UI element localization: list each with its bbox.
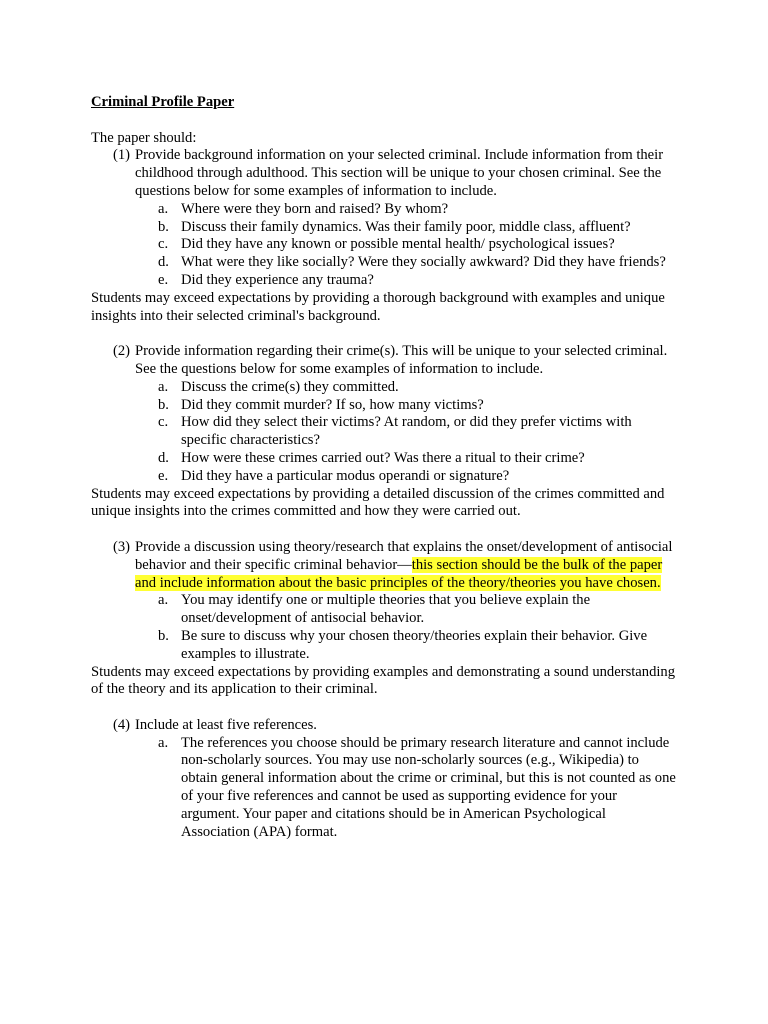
item-number: (4) bbox=[113, 716, 131, 733]
list-letter: a. bbox=[158, 734, 169, 751]
numbered-item-1 bbox=[91, 147, 676, 200]
list-item-text: Did they have any known or possible mental health/ psychological issues? bbox=[181, 236, 615, 253]
list-item bbox=[91, 468, 676, 486]
item-text: Include at least five references. bbox=[135, 716, 317, 733]
list-item-text: Discuss the crime(s) they committed. bbox=[181, 378, 399, 395]
numbered-item-4 bbox=[91, 717, 676, 735]
list-item bbox=[91, 450, 676, 468]
expectations-note-3: Students may exceed expectations by providing examples and demonstrating a sound understanding of the theory and its application to their criminal. bbox=[91, 663, 676, 698]
sub-list-4 bbox=[91, 735, 676, 842]
intro-text: The paper should: bbox=[91, 129, 197, 146]
list-item-text: How were these crimes carried out? Was there a ritual to their crime? bbox=[181, 449, 585, 466]
sub-list-2 bbox=[91, 379, 676, 486]
list-item-text: The references you choose should be primary research literature and cannot include non-scholarly sources. You may use non-scholarly sources (e.g., Wikipedia) to obtain general information about the crime or criminal, but this is not counted as one of your five references and cannot be used as supporting evidence for your argument. Your paper and citations should be in American Psychological Association (APA) format. bbox=[181, 734, 676, 840]
list-letter: e. bbox=[158, 271, 169, 288]
list-item bbox=[91, 735, 676, 842]
item-text: Provide background information on your selected criminal. Include information from their childhood through adulthood. This section will be unique to your chosen criminal. See the questions below for some examples of information to include. bbox=[135, 147, 664, 199]
list-letter: c. bbox=[158, 414, 169, 431]
spacer bbox=[91, 699, 676, 717]
spacer bbox=[91, 521, 676, 539]
list-letter: e. bbox=[158, 467, 169, 484]
list-letter: b. bbox=[158, 218, 169, 235]
document-title: Criminal Profile Paper bbox=[91, 94, 235, 110]
list-item-text: Did they commit murder? If so, how many victims? bbox=[181, 396, 484, 413]
list-item-text: Discuss their family dynamics. Was their family poor, middle class, affluent? bbox=[181, 218, 631, 235]
list-item bbox=[91, 219, 676, 237]
item-number: (1) bbox=[113, 147, 131, 164]
sub-list-1 bbox=[91, 201, 676, 290]
list-letter: a. bbox=[158, 592, 169, 609]
list-item-text: What were they like socially? Were they socially awkward? Did they have friends? bbox=[181, 254, 666, 271]
item-number: (3) bbox=[113, 538, 131, 555]
list-item bbox=[91, 628, 676, 664]
list-letter: c. bbox=[158, 236, 169, 253]
list-item-text: How did they select their victims? At random, or did they prefer victims with specific characteristics? bbox=[181, 414, 632, 449]
list-letter: d. bbox=[158, 254, 169, 271]
list-item-text: Did they experience any trauma? bbox=[181, 271, 374, 288]
list-item bbox=[91, 379, 676, 397]
list-item-text: Where were they born and raised? By whom? bbox=[181, 200, 449, 217]
spacer bbox=[91, 325, 676, 343]
list-item-text: Be sure to discuss why your chosen theory/theories explain their behavior. Give examples to illustrate. bbox=[181, 627, 648, 662]
list-letter: b. bbox=[158, 396, 169, 413]
highlighted-text: this section should be the bulk of the paper and include information about the basic principles of the theory/theories you have chosen. bbox=[135, 556, 663, 591]
list-item bbox=[91, 272, 676, 290]
list-letter: a. bbox=[158, 200, 169, 217]
list-letter: d. bbox=[158, 449, 169, 466]
list-item bbox=[91, 397, 676, 415]
numbered-item-2 bbox=[91, 343, 676, 379]
list-item-text: Did they have a particular modus operandi or signature? bbox=[181, 467, 510, 484]
list-letter: b. bbox=[158, 627, 169, 644]
sub-list-3 bbox=[91, 592, 676, 663]
list-letter: a. bbox=[158, 378, 169, 395]
list-item-text: You may identify one or multiple theories that you believe explain the onset/development of antisocial behavior. bbox=[181, 592, 591, 627]
list-item bbox=[91, 236, 676, 254]
numbered-item-3 bbox=[91, 539, 676, 592]
item-text: Provide a discussion using theory/research that explains the onset/development of antisocial behavior and their specific criminal behavior— bbox=[135, 538, 673, 573]
list-item bbox=[91, 592, 676, 628]
list-item bbox=[91, 254, 676, 272]
list-item bbox=[91, 201, 676, 219]
item-text: Provide information regarding their crime(s). This will be unique to your selected criminal. See the questions below for some examples of information to include. bbox=[135, 343, 668, 377]
item-number: (2) bbox=[113, 343, 131, 360]
list-item bbox=[91, 414, 676, 450]
expectations-note-2: Students may exceed expectations by providing a detailed discussion of the crimes committed and unique insights into the crimes committed and how they were carried out. bbox=[91, 485, 665, 520]
expectations-note-1: Students may exceed expectations by providing a thorough background with examples and unique insights into their selected criminal's background. bbox=[91, 289, 665, 324]
